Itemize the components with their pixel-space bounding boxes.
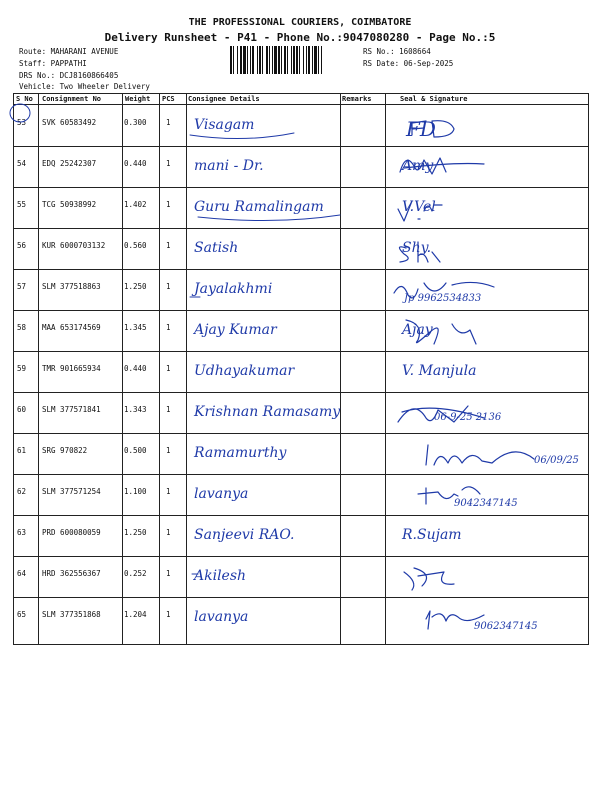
signature-handwriting: Ajay — [402, 322, 433, 338]
cell-weight: 1.100 — [124, 487, 147, 496]
signature-scribble — [14, 269, 588, 310]
cell-pcs: 1 — [166, 282, 171, 291]
signature-scribble — [14, 228, 588, 269]
rs-date: RS Date: 06-Sep-2025 — [363, 59, 454, 68]
cell-consignment: KUR 6000703132 — [42, 241, 106, 250]
cell-pcs: 1 — [166, 323, 171, 332]
consignee-handwriting: Krishnan Ramasamy — [194, 404, 341, 420]
cell-consignment: EDQ 25242307 — [42, 159, 97, 168]
signature-handwriting: V. Manjula — [402, 363, 477, 379]
consignee-handwriting: Jayalakhmi — [194, 281, 273, 297]
signature-scribble — [14, 187, 588, 228]
cell-pcs: 1 — [166, 569, 171, 578]
cell-weight: 1.343 — [124, 405, 147, 414]
cell-sno: 58 — [17, 323, 27, 332]
signature-scribble — [14, 597, 588, 638]
cell-weight: 0.560 — [124, 241, 147, 250]
table-row — [14, 269, 588, 310]
cell-sno: 56 — [17, 241, 27, 250]
table-row — [14, 146, 588, 187]
signature-scribble — [14, 515, 588, 556]
table-row — [14, 310, 588, 351]
cell-weight: 0.440 — [124, 364, 147, 373]
cell-consignment: SRG 970822 — [42, 446, 88, 455]
cell-sno: 55 — [17, 200, 27, 209]
table-row — [14, 597, 588, 638]
table-row — [14, 556, 588, 597]
cell-pcs: 1 — [166, 446, 171, 455]
signature-handwriting: 06-9-25 2136 — [434, 412, 502, 423]
consignee-handwriting: Akilesh — [194, 568, 247, 584]
company-title: THE PROFESSIONAL COURIERS, COIMBATORE — [188, 17, 412, 28]
cell-weight: 1.204 — [124, 610, 147, 619]
table-row — [14, 351, 588, 392]
consignee-handwriting: lavanya — [194, 486, 249, 502]
cell-pcs: 1 — [166, 118, 171, 127]
signature-scribble — [14, 105, 588, 146]
cell-sno: 60 — [17, 405, 27, 414]
consignee-handwriting: Sanjeevi RAO. — [194, 527, 295, 543]
cell-weight: 0.500 — [124, 446, 147, 455]
consignee-handwriting: Guru Ramalingam — [194, 199, 324, 215]
staff-label: Staff: PAPPATHI — [19, 59, 87, 68]
cell-weight: 0.440 — [124, 159, 147, 168]
table-row — [14, 515, 588, 556]
cell-consignment: SLM 377351868 — [42, 610, 101, 619]
cell-consignment: HRD 362556367 — [42, 569, 101, 578]
header-signature: Seal & Signature — [400, 95, 468, 103]
cell-pcs: 1 — [166, 528, 171, 537]
runsheet-title: Delivery Runsheet - P41 - Phone No.:9047080280 - Page No.:5 — [104, 31, 496, 44]
rs-number: RS No.: 1608664 — [363, 47, 431, 56]
table-row — [14, 187, 588, 228]
cell-consignment: SVK 60583492 — [42, 118, 97, 127]
header-pcs: PCS — [162, 95, 175, 103]
cell-sno: 62 — [17, 487, 27, 496]
signature-scribble — [14, 351, 588, 392]
signature-scribble — [14, 474, 588, 515]
cell-consignment: SLM 377571841 — [42, 405, 101, 414]
table-row — [14, 105, 588, 146]
signature-scribble — [14, 310, 588, 351]
cell-consignment: TMR 901665934 — [42, 364, 101, 373]
consignee-handwriting: Ajay Kumar — [194, 322, 277, 338]
signature-handwriting: 9062347145 — [474, 621, 538, 632]
table-row — [14, 474, 588, 515]
route-label: Route: MAHARANI AVENUE — [19, 47, 119, 56]
consignee-handwriting: Visagam — [194, 117, 255, 133]
cell-consignment: SLM 377518863 — [42, 282, 101, 291]
table-row — [14, 392, 588, 433]
cell-pcs: 1 — [166, 405, 171, 414]
consignee-handwriting: Udhayakumar — [194, 363, 295, 379]
vehicle-label: Vehicle: Two Wheeler Delivery — [19, 82, 150, 91]
cell-sno: 57 — [17, 282, 27, 291]
header-remarks: Remarks — [342, 95, 372, 103]
cell-pcs: 1 — [166, 610, 171, 619]
table-row — [14, 433, 588, 474]
cell-consignment: SLM 377571254 — [42, 487, 101, 496]
consignee-handwriting: mani - Dr. — [194, 158, 264, 174]
cell-weight: 0.252 — [124, 569, 147, 578]
drs-number: DRS No.: DCJ8160866405 — [19, 71, 119, 80]
signature-handwriting: Amy — [402, 158, 434, 174]
cell-sno: 65 — [17, 610, 27, 619]
cell-sno: 53 — [17, 118, 27, 127]
cell-consignment: PRD 600080059 — [42, 528, 101, 537]
cell-weight: 0.300 — [124, 118, 147, 127]
consignee-handwriting: Satish — [194, 240, 239, 256]
cell-consignment: MAA 653174569 — [42, 323, 101, 332]
cell-weight: 1.250 — [124, 282, 147, 291]
signature-scribble — [14, 146, 588, 187]
signature-scribble — [14, 392, 588, 433]
cell-sno: 54 — [17, 159, 27, 168]
cell-consignment: TCG 50938992 — [42, 200, 97, 209]
cell-sno: 64 — [17, 569, 27, 578]
consignee-handwriting: lavanya — [194, 609, 249, 625]
signature-scribble — [14, 433, 588, 474]
cell-sno: 63 — [17, 528, 27, 537]
cell-weight: 1.402 — [124, 200, 147, 209]
signature-handwriting: 06/09/25 — [534, 455, 579, 466]
cell-sno: 59 — [17, 364, 27, 373]
cell-pcs: 1 — [166, 200, 171, 209]
signature-handwriting: R.Sujam — [402, 527, 462, 543]
cell-sno: 61 — [17, 446, 27, 455]
header-consignee: Consignee Details — [188, 95, 260, 103]
barcode — [230, 46, 356, 74]
header-sno: S No — [16, 95, 33, 103]
signature-scribble — [14, 556, 588, 597]
runsheet-table — [13, 93, 589, 645]
cell-pcs: 1 — [166, 364, 171, 373]
cell-weight: 1.250 — [124, 528, 147, 537]
cell-weight: 1.345 — [124, 323, 147, 332]
cell-pcs: 1 — [166, 241, 171, 250]
consignee-handwriting: Ramamurthy — [194, 445, 287, 461]
signature-handwriting: FD — [406, 117, 436, 141]
circle-mark — [8, 103, 34, 123]
cell-pcs: 1 — [166, 159, 171, 168]
cell-pcs: 1 — [166, 487, 171, 496]
signature-handwriting: 9042347145 — [454, 498, 518, 509]
signature-handwriting: V.Vel — [402, 199, 436, 215]
signature-handwriting: Jp 9962534833 — [404, 293, 482, 304]
signature-handwriting: Shy. — [402, 240, 432, 256]
header-consignment: Consignment No — [42, 95, 102, 103]
table-row — [14, 228, 588, 269]
header-weight: Weight — [125, 95, 151, 103]
